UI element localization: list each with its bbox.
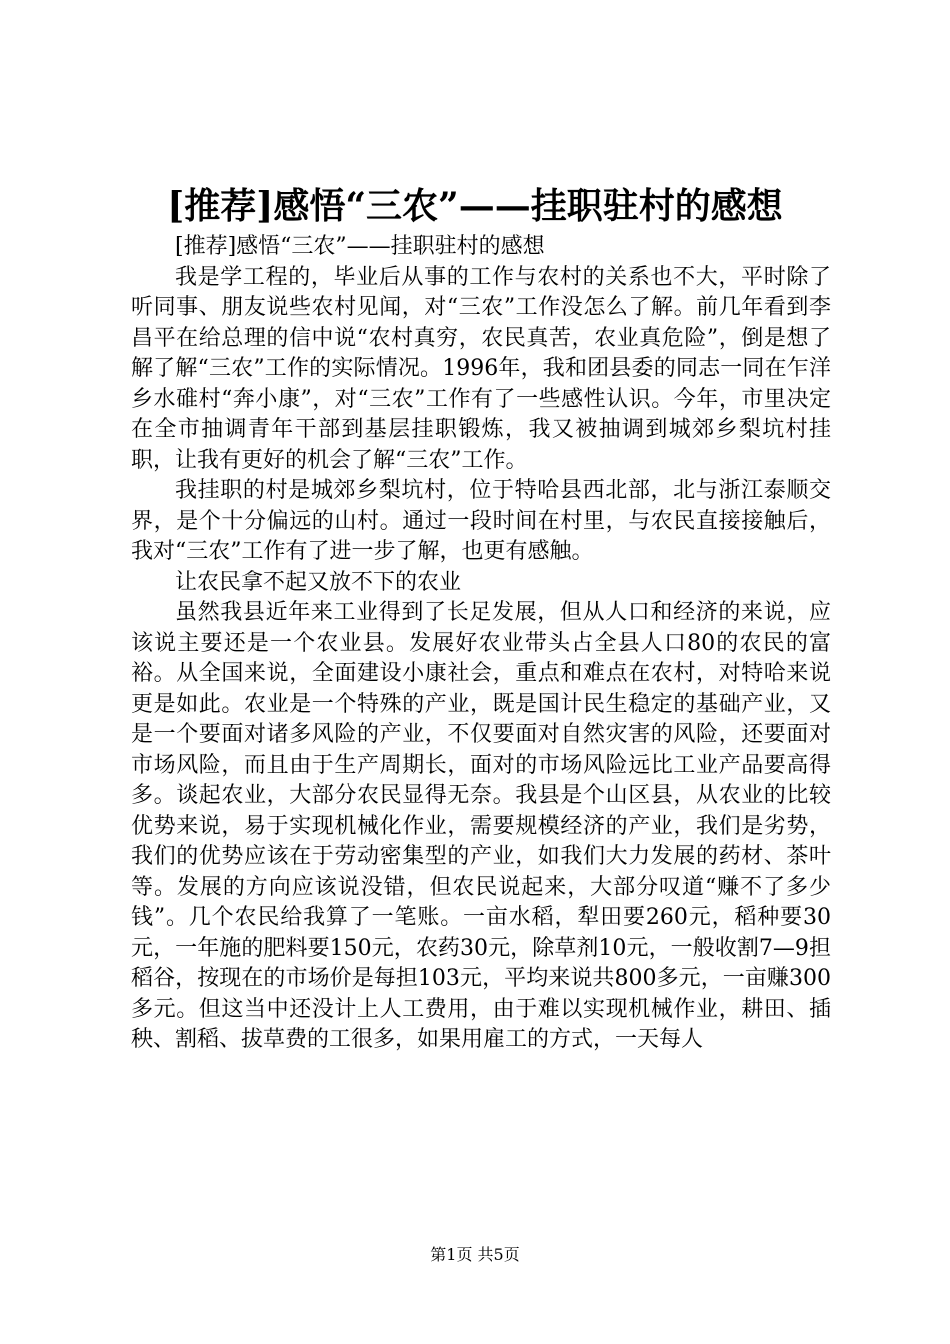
paragraph: 我是学工程的，毕业后从事的工作与农村的关系也不大，平时除了听同事、朋友说些农村见闻，对“三农”工作没怎么了解。前几年看到李昌平在给总理的信中说“农村真穷，农民真苦，农业真危险”，倒是想了解了解“三农”工作的实际情况。1996年，我和团县委的同志一同在乍洋乡水碓村“奔小康”，对“三农”工作有了一些感性认识。今年，市里决定在全市抽调青年干部到基层挂职锻炼，我又被抽调到城郊乡梨坑村挂职，让我有更好的机会了解“三农”工作。 — [131, 264, 831, 473]
page-footer: 第1页 共5页 — [430, 1245, 520, 1264]
document-body — [131, 232, 831, 1056]
document-title: [推荐]感悟“三农”——挂职驻村的感想 — [167, 185, 783, 227]
paragraph: 虽然我县近年来工业得到了长足发展，但从人口和经济的来说，应该说主要还是一个农业县。发展好农业带头占全县人口80的农民的富裕。从全国来说，全面建设小康社会，重点和难点在农村，对特哈来说更是如此。农业是一个特殊的产业，既是国计民生稳定的基础产业，又是一个要面对诸多风险的产业，不仅要面对自然灾害的风险，还要面对市场风险，而且由于生产周期长，面对的市场风险远比工业产品要高得多。谈起农业，大部分农民显得无奈。我县是个山区县，从农业的比较优势来说，易于实现机械化作业，需要规模经济的产业，我们是劣势，我们的优势应该在于劳动密集型的产业，如我们大力发展的药材、茶叶等。发展的方向应该说没错，但农民说起来，大部分叹道“赚不了多少钱”。几个农民给我算了一笔账。一亩水稻，犁田要260元，稻种要30元，一年施的肥料要150元，农药30元，除草剂10元，一般收割7—9担稻谷，按现在的市场价是每担103元，平均来说共800多元，一亩赚300多元。但这当中还没计上人工费用，由于难以实现机械作业，耕田、插秧、割稻、拔草费的工很多，如果用雇工的方式，一天每人 — [131, 600, 831, 1052]
section-heading: 让农民拿不起又放不下的农业 — [175, 569, 462, 595]
paragraph-subtitle: [推荐]感悟“三农”——挂职驻村的感想 — [175, 234, 545, 259]
paragraph: 我挂职的村是城郊乡梨坑村，位于特哈县西北部，北与浙江泰顺交界，是个十分偏远的山村。通过一段时间在村里，与农民直接接触后，我对“三农”工作有了进一步了解，也更有感触。 — [131, 478, 831, 564]
